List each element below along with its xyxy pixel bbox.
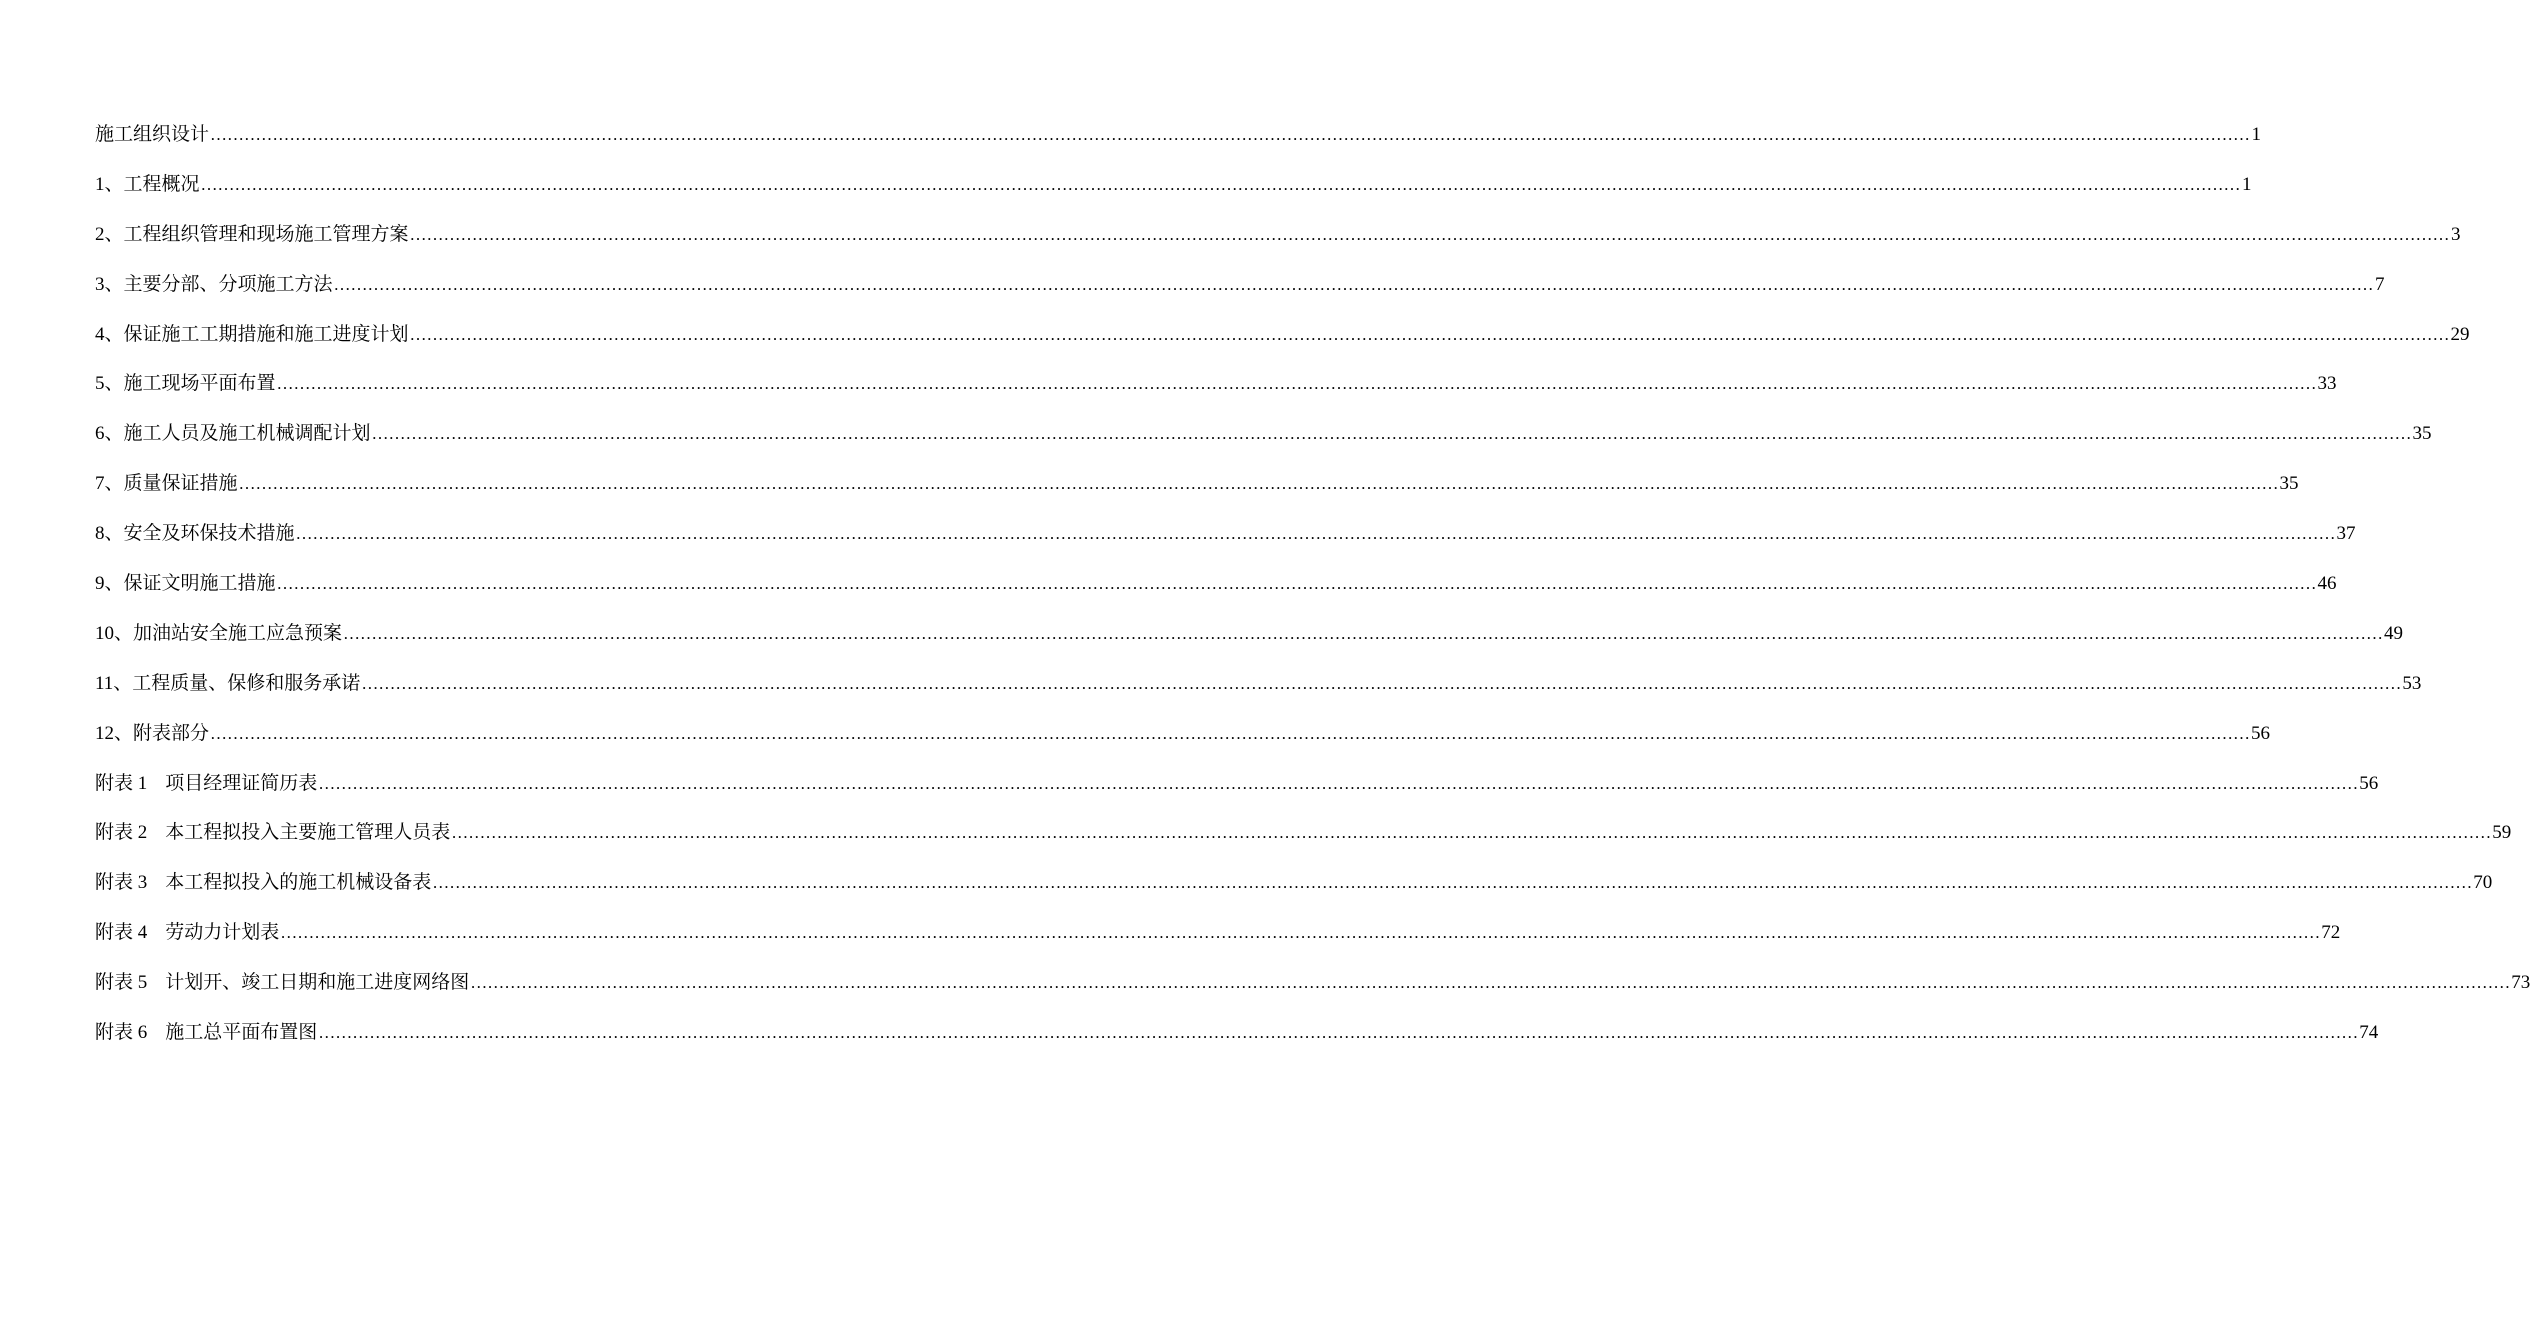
table-of-contents [95, 110, 2530, 1058]
toc-entry-number: 8、 [95, 523, 124, 545]
toc-entry-number: 12、 [95, 722, 134, 744]
toc-entry-title: 附表部分 [133, 721, 210, 744]
toc-entry-page: 49 [2384, 622, 2404, 644]
toc-entry-page: 37 [2336, 523, 2356, 545]
toc-entry[interactable] [95, 759, 2379, 809]
toc-leader-dots: ……………………………………………………………………………………………………………………………………………………………………………………………………………………………………………………………………………………………………………………………… [318, 773, 2359, 793]
toc-entry-title: 劳动力计划表 [165, 921, 280, 944]
toc-entry-page: 53 [2402, 672, 2422, 694]
toc-entry-number: 附表 4 [95, 922, 148, 944]
toc-entry[interactable] [95, 409, 2432, 459]
toc-entry-label [95, 459, 238, 509]
toc-leader-dots: ……………………………………………………………………………………………………………………………………………………………………………………………………………………………………………………………………………………………………………………………… [333, 274, 2374, 294]
toc-entry-page: 35 [2412, 423, 2432, 445]
toc-entry-number: 3、 [95, 273, 124, 295]
toc-entry[interactable] [95, 858, 2493, 908]
toc-entry-number: 11、 [95, 672, 133, 694]
toc-entry-title: 质量保证措施 [123, 472, 238, 495]
toc-leader-dots: ……………………………………………………………………………………………………………………………………………………………………………………………………………………………………………………………………………………………………………………………… [295, 524, 2336, 544]
toc-entry[interactable] [95, 110, 2262, 160]
toc-entry-title: 施工现场平面布置 [123, 372, 276, 395]
toc-entry-label [95, 260, 333, 310]
toc-entry[interactable] [95, 359, 2337, 409]
toc-entry-page: 59 [2492, 822, 2512, 844]
toc-entry-label [95, 409, 371, 459]
toc-leader-dots: ……………………………………………………………………………………………………………………………………………………………………………………………………………………………………………………………………………………………………………………………… [432, 873, 2473, 893]
toc-entry-title: 工程概况 [123, 172, 200, 195]
toc-entry-page: 56 [2251, 722, 2271, 744]
toc-entry-title: 工程质量、保修和服务承诺 [132, 671, 361, 694]
toc-entry[interactable] [95, 709, 2271, 759]
toc-entry-title: 主要分部、分项施工方法 [123, 272, 333, 295]
toc-entry-title: 保证文明施工措施 [123, 572, 276, 595]
toc-entry-number: 附表 3 [95, 872, 148, 894]
toc-entry-title: 计划开、竣工日期和施工进度网络图 [165, 971, 470, 994]
toc-entry-label [95, 659, 360, 709]
toc-entry-label [95, 858, 431, 908]
toc-leader-dots: ……………………………………………………………………………………………………………………………………………………………………………………………………………………………………………………………………………………………………………………………… [210, 723, 2251, 743]
toc-entry[interactable] [95, 160, 2252, 210]
toc-entry-title: 本工程拟投入的施工机械设备表 [165, 871, 432, 894]
toc-entry-label [95, 908, 279, 958]
toc-entry[interactable] [95, 1008, 2379, 1058]
toc-entry-page: 35 [2279, 473, 2299, 495]
toc-entry-label [95, 759, 317, 809]
toc-entry-label [95, 958, 469, 1008]
toc-entry-label [95, 359, 276, 409]
toc-entry[interactable] [95, 908, 2341, 958]
toc-leader-dots: ……………………………………………………………………………………………………………………………………………………………………………………………………………………………………………………………………………………………………………………………… [210, 125, 2251, 144]
toc-entry-number: 6、 [95, 423, 124, 445]
toc-leader-dots: ……………………………………………………………………………………………………………………………………………………………………………………………………………………………………………………………………………………………………………………………… [343, 623, 2384, 643]
toc-leader-dots: ……………………………………………………………………………………………………………………………………………………………………………………………………………………………………………………………………………………………………………………………… [318, 1023, 2359, 1043]
toc-entry[interactable] [95, 210, 2461, 260]
toc-leader-dots: ……………………………………………………………………………………………………………………………………………………………………………………………………………………………………………………………………………………………………………………………… [361, 673, 2402, 693]
toc-entry-title: 安全及环保技术措施 [123, 522, 295, 545]
toc-entry-title: 施工人员及施工机械调配计划 [123, 422, 371, 445]
toc-entry-number: 7、 [95, 473, 124, 495]
toc-entry[interactable] [95, 260, 2385, 310]
toc-entry-page: 3 [2451, 223, 2461, 245]
toc-leader-dots: ……………………………………………………………………………………………………………………………………………………………………………………………………………………………………………………………………………………………………………………………… [276, 374, 2317, 394]
toc-entry[interactable] [95, 509, 2356, 559]
toc-entry-title: 保证施工工期措施和施工进度计划 [123, 322, 409, 345]
toc-entry-page: 56 [2359, 772, 2379, 794]
toc-leader-dots: ……………………………………………………………………………………………………………………………………………………………………………………………………………………………………………………………………………………………………………………………… [409, 324, 2450, 344]
toc-entry-label [95, 609, 342, 659]
toc-entry-number: 5、 [95, 373, 124, 395]
toc-entry[interactable] [95, 808, 2512, 858]
toc-entry-number: 附表 1 [95, 772, 148, 794]
toc-entry-label [95, 160, 200, 210]
toc-entry[interactable] [95, 659, 2422, 709]
toc-entry-title: 施工组织设计 [95, 123, 210, 145]
toc-entry-label [95, 509, 295, 559]
toc-entry-label [95, 310, 409, 360]
toc-entry-number: 2、 [95, 223, 124, 245]
toc-entry-title: 施工总平面布置图 [165, 1021, 318, 1044]
toc-entry-title: 项目经理证简历表 [165, 771, 318, 794]
toc-leader-dots: ……………………………………………………………………………………………………………………………………………………………………………………………………………………………………………………………………………………………………………………………… [276, 574, 2317, 594]
toc-entry-number: 附表 6 [95, 1022, 148, 1044]
toc-entry-label [95, 709, 209, 759]
toc-entry-page: 73 [2511, 972, 2530, 994]
toc-entry-label [95, 110, 209, 160]
toc-entry[interactable] [95, 559, 2337, 609]
toc-entry[interactable] [95, 310, 2470, 360]
toc-entry-number: 附表 2 [95, 822, 148, 844]
toc-entry-number: 1、 [95, 173, 124, 195]
toc-entry-label [95, 559, 276, 609]
toc-entry-number: 9、 [95, 573, 124, 595]
toc-leader-dots: ……………………………………………………………………………………………………………………………………………………………………………………………………………………………………………………………………………………………………………………………… [200, 174, 2241, 194]
toc-entry-page: 74 [2359, 1022, 2379, 1044]
toc-entry-title: 本工程拟投入主要施工管理人员表 [165, 821, 451, 844]
toc-entry[interactable] [95, 459, 2299, 509]
toc-entry-page: 70 [2473, 872, 2493, 894]
toc-entry-label [95, 210, 409, 260]
toc-entry-page: 33 [2317, 373, 2337, 395]
toc-entry-number: 4、 [95, 323, 124, 345]
toc-entry-page: 1 [2251, 124, 2262, 145]
toc-entry-page: 7 [2375, 273, 2385, 295]
toc-leader-dots: ……………………………………………………………………………………………………………………………………………………………………………………………………………………………………………………………………………………………………………………………… [280, 923, 2321, 943]
toc-entry-label [95, 1008, 317, 1058]
toc-leader-dots: ……………………………………………………………………………………………………………………………………………………………………………………………………………………………………………………………………………………………………………………………… [371, 424, 2412, 444]
toc-entry-label [95, 808, 450, 858]
toc-entry-page: 46 [2317, 573, 2337, 595]
toc-entry[interactable] [95, 958, 2530, 1008]
toc-entry-number: 10、 [95, 622, 134, 644]
toc-entry-page: 29 [2450, 323, 2470, 345]
toc-entry[interactable] [95, 609, 2404, 659]
toc-entry-title: 加油站安全施工应急预案 [133, 621, 343, 644]
toc-entry-page: 72 [2321, 922, 2341, 944]
toc-entry-title: 工程组织管理和现场施工管理方案 [123, 222, 409, 245]
toc-entry-page: 1 [2242, 173, 2252, 195]
toc-leader-dots: ……………………………………………………………………………………………………………………………………………………………………………………………………………………………………………………………………………………………………………………………… [470, 973, 2511, 993]
toc-leader-dots: ……………………………………………………………………………………………………………………………………………………………………………………………………………………………………………………………………………………………………………………………… [451, 823, 2492, 843]
toc-entry-number: 附表 5 [95, 972, 148, 994]
toc-leader-dots: ……………………………………………………………………………………………………………………………………………………………………………………………………………………………………………………………………………………………………………………………… [409, 224, 2450, 244]
toc-leader-dots: ……………………………………………………………………………………………………………………………………………………………………………………………………………………………………………………………………………………………………………………………… [238, 474, 2279, 494]
